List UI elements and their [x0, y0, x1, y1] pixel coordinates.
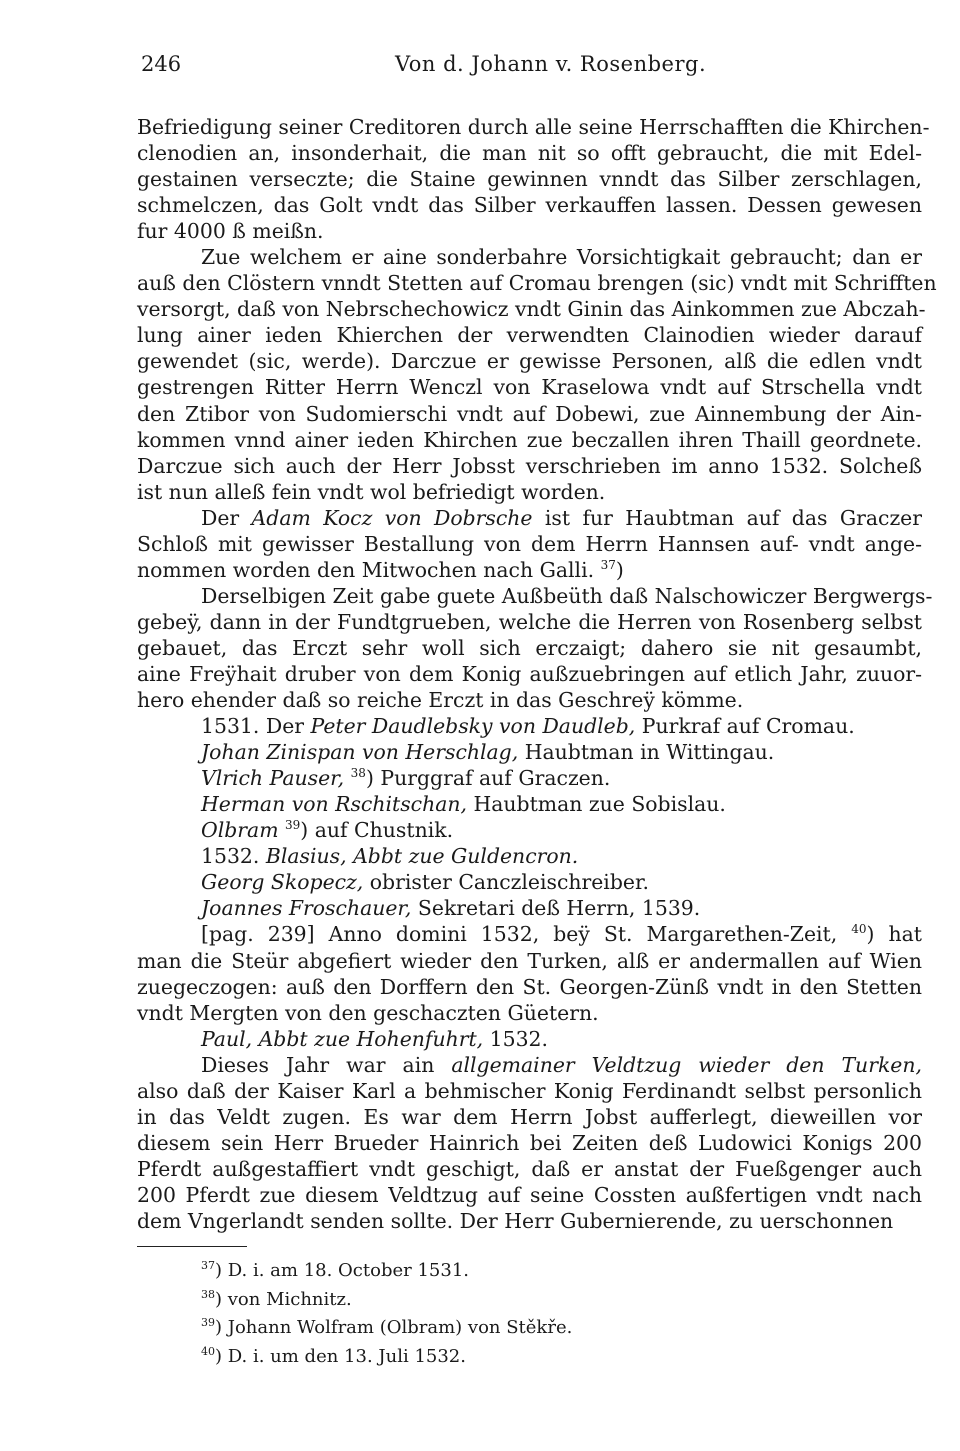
- text-segment: [344, 766, 350, 790]
- italic-name: Herman von Rschitschan,: [201, 792, 467, 817]
- text-segment: ) hat: [866, 922, 922, 947]
- text-line: [137, 427, 922, 453]
- text-line: [137, 479, 922, 505]
- text-segment: Befriedigung seiner Creditoren durch alle seine Herrschafften die Khirchen-: [137, 115, 930, 139]
- text-segment: den Ztibor von Sudomierschi vndt auf Dobewi, zue Ainnembung der Ain-: [137, 401, 922, 426]
- text-line: [137, 583, 933, 609]
- text-line: [137, 1078, 922, 1104]
- text-segment: 1532.: [483, 1026, 548, 1051]
- text-segment: diesem sein Herr Brueder Hainrich bei Zeiten deß Ludowici Konigs 200: [137, 1130, 922, 1155]
- text-segment: gestrengen Ritter Herrn Wenczl von Kraselowa vndt auf Strschella vndt: [137, 375, 922, 400]
- text-segment: ist nun alleß fein vndt wol befriedigt worden.: [137, 479, 606, 504]
- footnote-ref[interactable]: 40: [851, 922, 867, 937]
- text-segment: Purkraf auf Cromau.: [635, 714, 855, 739]
- text-line: [137, 114, 930, 140]
- text-segment: lung ainer ieden Khierchen der verwendten Clainodien wieder darauf: [137, 323, 922, 348]
- text-line: [137, 348, 922, 374]
- text-segment: also daß der Kaiser Karl a behmischer Konig Ferdinandt selbst personlich: [137, 1078, 922, 1103]
- text-segment: Sekretari deß Herrn, 1539.: [411, 896, 701, 921]
- footnote-ref[interactable]: 38: [350, 766, 366, 781]
- text-line: [137, 1104, 922, 1130]
- text-line: [137, 921, 922, 947]
- text-segment: man die Steür abgefiert wieder den Turken, alß er andermallen auf Wien: [137, 948, 922, 973]
- text-segment: nommen worden den Mitwochen nach Galli.: [137, 557, 601, 582]
- italic-name: Johan Zinispan von Herschlag,: [201, 740, 519, 765]
- text-segment: [pag. 239] Anno domini 1532, beÿ St. Margarethen-Zeit,: [201, 922, 852, 947]
- footnote-mark: 37: [201, 1259, 215, 1272]
- text-segment: Haubtman zue Sobislau.: [466, 792, 726, 817]
- footnote-ref[interactable]: 37: [600, 557, 616, 572]
- text-segment: 200 Pferdt zue diesem Veldtzug auf seine Cossten außfertigen vndt nach: [137, 1182, 922, 1207]
- footnote-text: ) von Michnitz.: [215, 1288, 352, 1310]
- text-segment: Schloß mit gewisser Bestallung von dem Herrn Hannsen auf- vndt ange-: [137, 531, 922, 556]
- text-segment: 1531. Der: [201, 714, 311, 739]
- text-line: [137, 244, 922, 270]
- text-segment: versorgt, daß von Nebrschechowicz vndt Ginin das Ainkommen zue Abczah-: [137, 297, 926, 322]
- footnote-mark: 39: [201, 1316, 215, 1330]
- italic-name: Blasius, Abbt zue Guldencron.: [265, 844, 579, 869]
- text-line: [137, 687, 922, 713]
- text-segment: dem Vngerlandt senden sollte. Der Herr Gubernierende, zu uerschonnen: [137, 1208, 894, 1233]
- text-line: [137, 557, 922, 583]
- text-segment: Haubtman in Wittingau.: [518, 740, 775, 765]
- text-line: [137, 1130, 922, 1156]
- text-line: [137, 609, 922, 635]
- text-line: [137, 1182, 922, 1208]
- text-segment: ) Purggraf auf Graczen.: [365, 766, 611, 791]
- text-segment: ist fur Haubtman auf das Graczer: [532, 505, 922, 530]
- text-line: [137, 661, 922, 687]
- footnote-text: ) D. i. am 18. October 1531.: [215, 1260, 469, 1281]
- text-segment: 1532.: [201, 844, 266, 869]
- text-segment: zuegeczogen: auß den Dorffern den St. Georgen-Zünß vndt in den Stetten: [137, 974, 922, 999]
- page-number: 246: [141, 52, 182, 76]
- page-header: [137, 48, 922, 80]
- italic-name: Vlrich Pauser,: [201, 766, 345, 791]
- text-line: [137, 1000, 922, 1026]
- text-line: [137, 974, 922, 1000]
- text-line: [137, 713, 922, 739]
- text-segment: kommen vnnd ainer ieden Khirchen zue beczallen ihren Thaill geordnete.: [137, 427, 922, 452]
- italic-name: Georg Skopecz,: [201, 870, 364, 895]
- text-segment: aine Freÿhait druber von dem Konig außzuebringen auf etlich Jahr, zuuor-: [137, 661, 922, 686]
- text-segment: gebauet, das Erczt sehr woll sich erczaigt; dahero sie nit gesaumbt,: [137, 635, 922, 660]
- text-segment: Zue welchem er aine sonderbahre Vorsichtigkait gebraucht; dan er: [201, 245, 922, 270]
- text-line: [137, 531, 922, 557]
- footnote-text: ) D. i. um den 13. Juli 1532.: [215, 1345, 466, 1367]
- text-segment: ) auf Chustnik.: [300, 818, 454, 843]
- text-segment: gewendet (sic, werde). Darczue er gewisse Personen, alß die edlen vndt: [137, 349, 922, 374]
- text-segment: gestainen verseczte; die Staine gewinnen vnndt das Silber zerschlagen,: [137, 167, 922, 192]
- text-segment: Pferdt außgestaffiert vndt geschigt, daß er anstat der Fueßgenger auch: [137, 1156, 922, 1181]
- text-line: [137, 895, 922, 921]
- text-line: [137, 270, 937, 296]
- italic-name: Olbram: [201, 818, 279, 843]
- text-line: [137, 765, 922, 791]
- text-line: [137, 505, 922, 531]
- text-segment: vndt Mergten von den geschaczten Güetern.: [137, 1000, 599, 1025]
- text-line: [137, 869, 922, 895]
- text-line: [137, 843, 922, 869]
- footnote-rule: [137, 1246, 247, 1247]
- italic-name: allgemainer Veldtzug wieder den Turken,: [451, 1052, 922, 1077]
- text-segment: ): [615, 557, 624, 582]
- text-segment: auß den Clöstern vnndt Stetten auf Cromau brengen (sic) vndt mit Schrifften: [137, 271, 937, 296]
- body-text: [137, 114, 937, 1234]
- text-line: [137, 817, 922, 843]
- footnote-mark: 40: [201, 1344, 215, 1358]
- text-segment: Der: [201, 505, 252, 530]
- text-line: [137, 166, 922, 192]
- text-segment: hero ehender daß so reiche Erczt in das Geschreÿ kömme.: [137, 688, 744, 713]
- text-line: [137, 374, 922, 400]
- text-segment: fur 4000 ß meißn.: [137, 219, 324, 244]
- text-line: [137, 140, 922, 166]
- text-line: [137, 453, 922, 479]
- text-line: [137, 739, 922, 765]
- footnote-ref[interactable]: 39: [285, 818, 301, 833]
- text-line: [137, 635, 922, 661]
- footnote-text: ) Johann Wolfram (Olbram) von Stěkře.: [215, 1317, 573, 1339]
- footnote: [201, 1287, 572, 1316]
- text-segment: gebeÿ, dann in der Fundtgrueben, welche die Herren von Rosenberg selbst: [137, 609, 922, 634]
- footnote: [201, 1258, 572, 1287]
- text-segment: schmelczen, das Golt vndt das Silber verkauffen lassen. Dessen gewesen: [137, 193, 922, 218]
- italic-name: Paul, Abbt zue Hohenfuhrt,: [201, 1026, 484, 1051]
- italic-name: Peter Daudlebsky von Daudleb,: [310, 714, 636, 739]
- italic-name: Joannes Froschauer,: [201, 896, 412, 921]
- text-segment: Dieses Jahr war ain: [201, 1052, 452, 1077]
- text-line: [137, 948, 922, 974]
- italic-name: Adam Kocz von Dobrsche: [251, 505, 533, 530]
- text-line: [137, 322, 922, 348]
- text-line: [137, 1026, 922, 1052]
- text-segment: Darczue sich auch der Herr Jobsst verschrieben im anno 1532. Solcheß: [137, 453, 922, 478]
- footnotes: [201, 1258, 572, 1372]
- text-line: [137, 401, 922, 427]
- footnote-mark: 38: [201, 1287, 215, 1301]
- text-line: [137, 1052, 922, 1078]
- running-title: Von d. Johann v. Rosenberg.: [395, 52, 707, 76]
- text-line: [137, 296, 926, 322]
- text-segment: obrister Canczleischreiber.: [363, 870, 649, 895]
- text-line: [137, 218, 922, 244]
- text-line: [137, 1208, 922, 1234]
- footnote: [201, 1344, 572, 1373]
- text-segment: clenodien an, insonderhait, die man nit so offt gebraucht, die mit Edel-: [137, 141, 922, 166]
- text-line: [137, 1156, 922, 1182]
- text-segment: Derselbigen Zeit gabe guete Außbeüth daß Nalschowiczer Bergwergs-: [201, 583, 933, 608]
- text-segment: in das Veldt zugen. Es war dem Herrn Jobst aufferlegt, dieweillen vor: [137, 1104, 922, 1129]
- footnote: [201, 1315, 572, 1344]
- text-line: [137, 791, 922, 817]
- text-line: [137, 192, 922, 218]
